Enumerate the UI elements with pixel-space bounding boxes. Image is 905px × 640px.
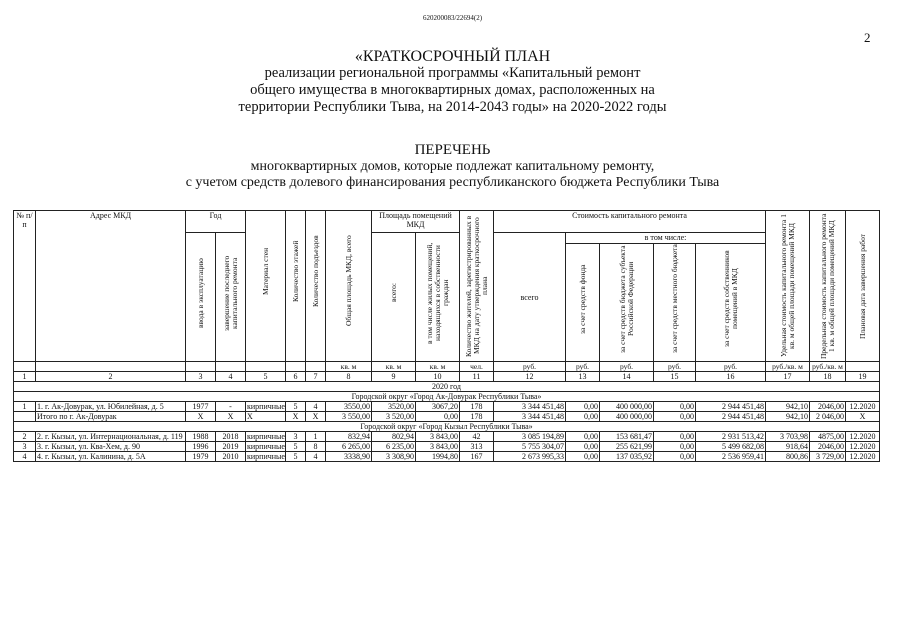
- unit-cell: руб.: [696, 362, 766, 372]
- table-cell: 137 035,92: [600, 452, 654, 462]
- header-residents: Количество жителей, зарегистрированных в МКД на дату утверждения краткосрочного плана: [460, 211, 494, 362]
- table-cell: 2019: [216, 442, 246, 452]
- table-cell: 0,00: [654, 412, 696, 422]
- table-cell: 12.2020: [846, 442, 880, 452]
- title-line-4: территории Республики Тыва, на 2014-2043 годы» на 2020-2022 годы: [238, 99, 667, 115]
- table-cell: Итого по г. Ак-Довурак: [36, 412, 186, 422]
- unit-cell: руб.: [654, 362, 696, 372]
- table-cell: 6 265,00: [326, 442, 372, 452]
- header-year-commission: ввода в эксплуатацию: [186, 233, 216, 362]
- table-cell: 1979: [186, 452, 216, 462]
- unit-cell: [246, 362, 286, 372]
- column-number-cell: 7: [306, 372, 326, 382]
- table-cell: 1: [14, 402, 36, 412]
- column-number-cell: 4: [216, 372, 246, 382]
- table-cell: 0,00: [566, 402, 600, 412]
- column-number-cell: 19: [846, 372, 880, 382]
- unit-cell: руб.: [566, 362, 600, 372]
- header-num: № п/п: [14, 211, 36, 362]
- header-local-budget: за счет средств местного бюджета: [654, 244, 696, 362]
- table-cell: 4: [14, 452, 36, 462]
- table-cell: 3550,00: [326, 402, 372, 412]
- table-cell: 2. г. Кызыл, ул. Интернациональная, д. 119: [36, 432, 186, 442]
- header-premises-area: Площадь помещений МКД: [372, 211, 460, 233]
- table-cell: 42: [460, 432, 494, 442]
- column-number-cell: 16: [696, 372, 766, 382]
- table-cell: X: [246, 412, 286, 422]
- table-cell: 2 944 451,48: [696, 402, 766, 412]
- table-cell: X: [286, 412, 306, 422]
- table-cell: 2: [14, 432, 36, 442]
- table-cell: 0,00: [566, 442, 600, 452]
- table-cell: 5: [286, 442, 306, 452]
- table-cell: 4: [306, 452, 326, 462]
- column-number-cell: 5: [246, 372, 286, 382]
- header-owners: за счет средств собственников помещений в МКД: [696, 244, 766, 362]
- table-cell: 2018: [216, 432, 246, 442]
- table-cell: 5 755 304,07: [494, 442, 566, 452]
- total-row: [14, 412, 880, 422]
- table-cell: 3067,20: [416, 402, 460, 412]
- column-number-cell: 18: [810, 372, 846, 382]
- table-cell: 12.2020: [846, 402, 880, 412]
- table-cell: 6 235,00: [372, 442, 416, 452]
- column-number-cell: 9: [372, 372, 416, 382]
- header-year: Год: [186, 211, 246, 233]
- table-cell: 4: [306, 402, 326, 412]
- table-cell: кирпичные: [247, 442, 285, 451]
- table-cell: 3 085 194,89: [494, 432, 566, 442]
- table-cell: 400 000,00: [600, 402, 654, 412]
- table-row: [14, 402, 880, 412]
- table-cell: 3 520,00: [372, 412, 416, 422]
- table-cell: 12.2020: [846, 432, 880, 442]
- table-cell: 178: [460, 412, 494, 422]
- table-cell: 0,00: [566, 432, 600, 442]
- table-cell: 942,10: [766, 412, 810, 422]
- table-cell: [14, 412, 36, 422]
- unit-cell: кв. м: [372, 362, 416, 372]
- header-fund: за счет средств фонда: [566, 244, 600, 362]
- table-cell: 1. г. Ак-Довурак, ул. Юбилейная, д. 5: [36, 402, 186, 412]
- table-cell: X: [306, 412, 326, 422]
- document-title: [0, 48, 905, 116]
- table-cell: 5 499 682,08: [696, 442, 766, 452]
- district-kyzyl: Городской округ «Город Кызыл Республики Тыва»: [14, 422, 880, 432]
- table-cell: 918,64: [766, 442, 810, 452]
- table-cell: 2010: [216, 452, 246, 462]
- header-premises-residents: в том числе жилых помещений, находящихся в собственности граждан: [416, 233, 460, 362]
- table-cell: 1: [306, 432, 326, 442]
- table-cell: 800,86: [766, 452, 810, 462]
- unit-cell: руб.: [600, 362, 654, 372]
- table-cell: 0,00: [654, 432, 696, 442]
- unit-cell: [306, 362, 326, 372]
- subtitle-line-3: с учетом средств долевого финансирования республиканского бюджета Республики Тыва: [185, 175, 720, 190]
- table-cell: 942,10: [766, 402, 810, 412]
- column-number-cell: 10: [416, 372, 460, 382]
- table-cell: X: [186, 412, 216, 422]
- unit-cell: [14, 362, 36, 372]
- table-cell: 3 550,00: [326, 412, 372, 422]
- table-cell: 0,00: [416, 412, 460, 422]
- table-cell: -: [216, 402, 246, 412]
- table-cell: кирпичные: [247, 452, 285, 461]
- table-cell: 2046,00: [810, 442, 846, 452]
- unit-cell: [36, 362, 186, 372]
- district-akdovurak: Городской округ «Город Ак-Довурак Республики Тыва»: [14, 392, 880, 402]
- table-cell: 3520,00: [372, 402, 416, 412]
- table-cell: 5: [286, 402, 306, 412]
- column-number-cell: 17: [766, 372, 810, 382]
- table-cell: 2 673 995,33: [494, 452, 566, 462]
- header-total-area: Общая площадь МКД, всего: [326, 211, 372, 362]
- table-cell: X: [846, 412, 880, 422]
- title-line-1: «КРАТКОСРОЧНЫЙ ПЛАН: [354, 48, 551, 65]
- unit-cell: кв. м: [326, 362, 372, 372]
- houses-table: [13, 210, 880, 462]
- table-cell: 2 944 451,48: [696, 412, 766, 422]
- table-row: [14, 442, 880, 452]
- table-cell: 2 536 959,41: [696, 452, 766, 462]
- table-cell: X: [216, 412, 246, 422]
- unit-cell: руб./кв. м: [810, 362, 846, 372]
- column-number-cell: 8: [326, 372, 372, 382]
- year-section: 2020 год: [14, 382, 880, 392]
- table-cell: 178: [460, 402, 494, 412]
- table-cell: 3 843,00: [416, 442, 460, 452]
- column-number-cell: 3: [186, 372, 216, 382]
- column-number-cell: 1: [14, 372, 36, 382]
- table-cell: 3: [286, 432, 306, 442]
- table-cell: 4875,00: [810, 432, 846, 442]
- table-cell: кирпичные: [247, 402, 285, 411]
- subtitle-line-2: многоквартирных домов, которые подлежат капитальному ремонту,: [250, 158, 655, 174]
- header-premises-total: всего:: [372, 233, 416, 362]
- unit-cell: чел.: [460, 362, 494, 372]
- column-number-cell: 12: [494, 372, 566, 382]
- table-cell: 400 000,00: [600, 412, 654, 422]
- table-cell: 3338,90: [326, 452, 372, 462]
- table-cell: 2 046,00: [810, 412, 846, 422]
- header-year-last-repair: завершение последнего капитального ремонта: [216, 233, 246, 362]
- table-cell: 1994,80: [416, 452, 460, 462]
- table-cell: 0,00: [654, 452, 696, 462]
- column-number-cell: 14: [600, 372, 654, 382]
- unit-cell: [286, 362, 306, 372]
- header-limit-cost: Предельная стоимость капитального ремонта 1 кв. м общей площади помещений МКД: [810, 211, 846, 362]
- table-cell: 3 308,90: [372, 452, 416, 462]
- table-cell: 2046,00: [810, 402, 846, 412]
- table-cell: 4. г. Кызыл, ул. Калинина, д. 5А: [36, 452, 186, 462]
- table-cell: 832,94: [326, 432, 372, 442]
- table-cell: 167: [460, 452, 494, 462]
- column-number-cell: 11: [460, 372, 494, 382]
- unit-cell: [216, 362, 246, 372]
- table-cell: 3: [14, 442, 36, 452]
- table-cell: 3 729,00: [810, 452, 846, 462]
- table-cell: 3 703,98: [766, 432, 810, 442]
- table-cell: 0,00: [654, 402, 696, 412]
- header-specific-cost: Удельная стоимость капитального ремонта 1 кв. м общей площади помещений МКД: [766, 211, 810, 362]
- table-cell: 313: [460, 442, 494, 452]
- header-wall-material: Материал стен: [246, 211, 286, 362]
- units-row: [14, 362, 880, 372]
- document-subtitle: [0, 142, 905, 192]
- unit-cell: руб.: [494, 362, 566, 372]
- table-row: [14, 432, 880, 442]
- header-cost: Стоимость капитального ремонта: [494, 211, 766, 233]
- document-number: 620200083/22694(2): [422, 14, 483, 22]
- header-subject-budget: за счет средств бюджета субъекта Российской Федерации: [600, 244, 654, 362]
- table-cell: 802,94: [372, 432, 416, 442]
- table-cell: 0,00: [566, 412, 600, 422]
- header-cost-total: всего: [494, 233, 566, 362]
- table-cell: кирпичные: [247, 432, 285, 441]
- table-cell: 1977: [186, 402, 216, 412]
- table-cell: 0,00: [566, 452, 600, 462]
- title-line-3: общего имущества в многоквартирных домах, расположенных на: [250, 82, 655, 98]
- header-completion-date: Плановая дата завершения работ: [846, 211, 880, 362]
- table-cell: 255 621,99: [600, 442, 654, 452]
- table-cell: 12.2020: [846, 452, 880, 462]
- header-floors: Количество этажей: [286, 211, 306, 362]
- table-cell: 1996: [186, 442, 216, 452]
- column-number-cell: 6: [286, 372, 306, 382]
- table-cell: 8: [306, 442, 326, 452]
- header-including: в том числе:: [566, 233, 766, 244]
- table-cell: 153 681,47: [600, 432, 654, 442]
- header-entrances: Количество подъездов: [306, 211, 326, 362]
- unit-cell: [186, 362, 216, 372]
- title-line-2: реализации региональной программы «Капитальный ремонт: [264, 65, 641, 81]
- table-cell: 3 344 451,48: [494, 412, 566, 422]
- header-address: Адрес МКД: [36, 211, 186, 362]
- table-cell: 1988: [186, 432, 216, 442]
- column-number-cell: 2: [36, 372, 186, 382]
- unit-cell: кв. м: [416, 362, 460, 372]
- table-cell: 3 344 451,48: [494, 402, 566, 412]
- page-number: 2: [864, 30, 871, 45]
- table-cell: 3 843,00: [416, 432, 460, 442]
- column-numbers-row: [14, 372, 880, 382]
- column-number-cell: 13: [566, 372, 600, 382]
- table-row: [14, 452, 880, 462]
- table-cell: 3. г. Кызыл, ул. Ква-Хем, д. 90: [36, 442, 186, 452]
- column-number-cell: 15: [654, 372, 696, 382]
- table-cell: 2 931 513,42: [696, 432, 766, 442]
- unit-cell: руб./кв. м: [766, 362, 810, 372]
- subtitle-line-1: ПЕРЕЧЕНЬ: [414, 142, 491, 158]
- table-cell: 5: [286, 452, 306, 462]
- table-cell: 0,00: [654, 442, 696, 452]
- unit-cell: [846, 362, 880, 372]
